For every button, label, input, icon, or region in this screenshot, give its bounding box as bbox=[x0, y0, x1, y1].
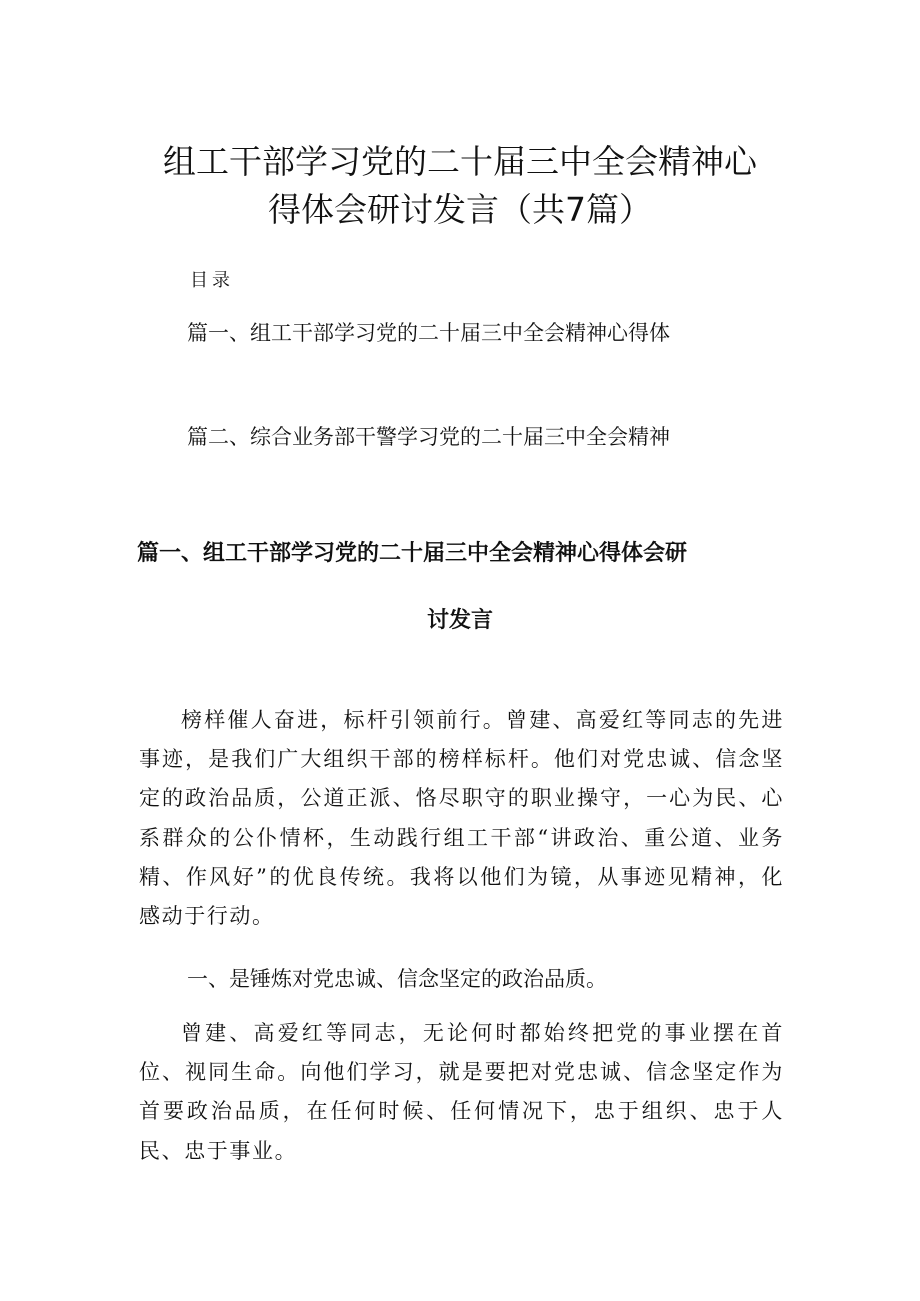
toc-label: 目录 bbox=[190, 270, 234, 291]
body-paragraph-2: 曾建、高爱红等同志，无论何时都始终把党的事业摆在首位、视同生命。向他们学习，就是要把对党忠诚、信念坚定作为首要政治品质，在任何时候、任何情况下，忠于组织、忠于人民、忠于事业。 bbox=[139, 1021, 784, 1163]
section-heading-line1: 篇一、组工干部学习党的二十届三中全会精神心得体会研 bbox=[137, 541, 688, 566]
document-title-line2: 得体会研讨发言（共7篇） bbox=[268, 190, 652, 229]
toc-item-2: 篇二、综合业务部干警学习党的二十届三中全会精神 bbox=[187, 425, 670, 449]
body-paragraph-1: 榜样催人奋进，标杆引领前行。曾建、高爱红等同志的先进事迹，是我们广大组织干部的榜样标杆。他们对党忠诚、信念坚定的政治品质，公道正派、恪尽职守的职业操守，一心为民、心系群众的公仆情杯，生动践行组工干部“讲政治、重公道、业务精、作风好”的优良传统。我将以他们为镜，从事迹见精神，化感动于行动。 bbox=[139, 708, 784, 929]
toc-item-1: 篇一、组工干部学习党的二十届三中全会精神心得体 bbox=[187, 321, 670, 345]
section-heading-line2: 讨发言 bbox=[426, 608, 493, 633]
point-heading-1: 一、是锤炼对党忠诚、信念坚定的政治品质。 bbox=[187, 967, 607, 991]
document-title-line1: 组工干部学习党的二十届三中全会精神心 bbox=[163, 142, 757, 181]
